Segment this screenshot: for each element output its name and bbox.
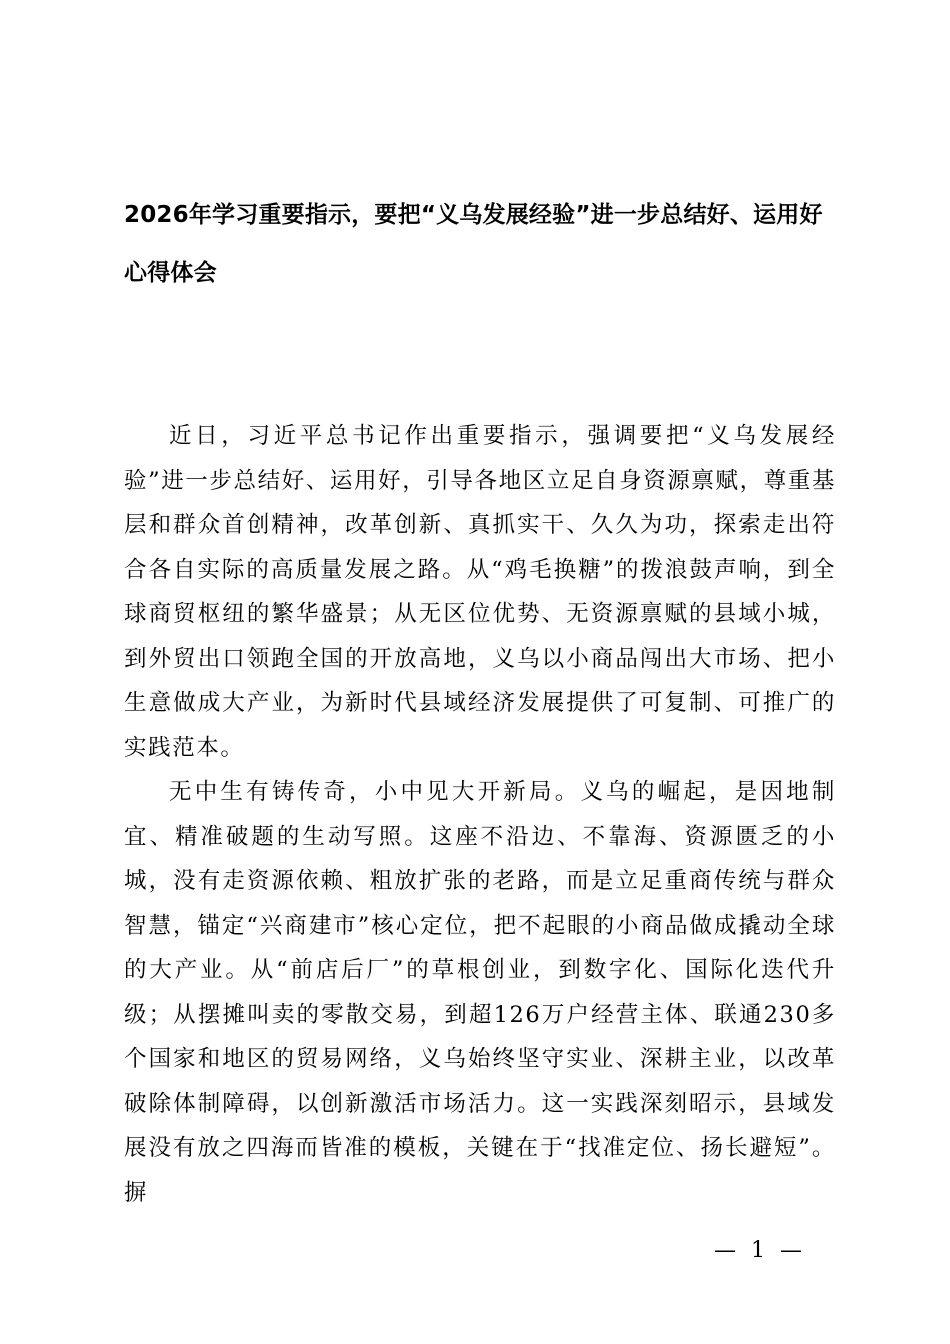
paragraph-1: 近日，习近平总书记作出重要指示，强调要把“义乌发展经验”进一步总结好、运用好，引导各地区立足自身资源禀赋，尊重基层和群众首创精神，改革创新、真抓实干、久久为功，探索走出符合各自实际的高质量发展之路。从“鸡毛换糖”的拨浪鼓声响，到全球商贸枢纽的繁华盛景；从无区位优势、无资源禀赋的县域小城，到外贸出口领跑全国的开放高地，义乌以小商品闯出大市场、把小生意做成大产业，为新时代县域经济发展提供了可复制、可推广的实践范本。	[124, 423, 837, 761]
document-body	[124, 414, 836, 1215]
document-title: 2026年学习重要指示，要把“义乌发展经验”进一步总结好、运用好心得体会	[124, 202, 823, 286]
paragraph-2: 无中生有铸传奇，小中见大开新局。义乌的崛起，是因地制宜、精准破题的生动写照。这座不沿边、不靠海、资源匮乏的小城，没有走资源依赖、粗放扩张的老路，而是立足重商传统与群众智慧，锚定“兴商建市”核心定位，把不起眼的小商品做成撬动全球的大产业。从“前店后厂”的草根创业，到数字化、国际化迭代升级；从摆摊叫卖的零散交易，到超126万户经营主体、联通230多个国家和地区的贸易网络，义乌始终坚守实业、深耕主业，以改革破除体制障碍，以创新激活市场活力。这一实践深刻昭示，县域发展没有放之四海而皆准的模板，关键在于“找准定位、扬长避短”。摒	[124, 779, 836, 1206]
page-number: — 1 —	[714, 1238, 806, 1263]
